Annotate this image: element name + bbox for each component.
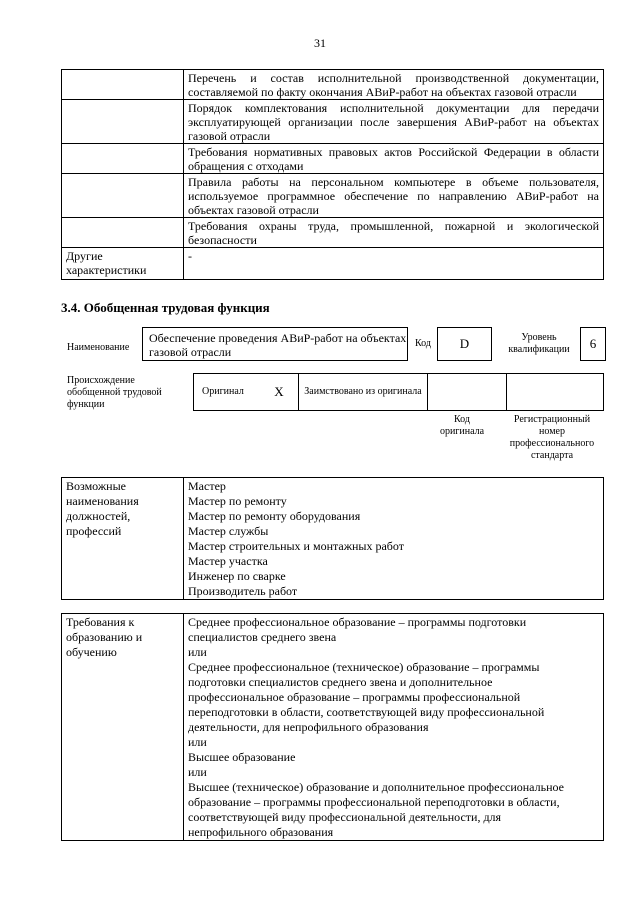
page-number: 31 [314, 36, 326, 50]
education-line: соответствующей виду профессиональной деятельности, для [188, 810, 502, 824]
code-label: Код [415, 338, 431, 349]
other-characteristics-label: Другие характеристики [62, 248, 184, 280]
registration-number-caption: Регистрационный номер профессионального стандарта [509, 414, 595, 461]
list-item: Мастер строительных и монтажных работ [188, 539, 404, 553]
code-box [437, 327, 492, 361]
origin-label: Происхождение обобщенной трудовой функции [67, 375, 162, 410]
table-row [62, 614, 604, 841]
list-item: Инженер по сварке [188, 569, 286, 583]
table-cell-label [62, 70, 184, 100]
education-line: Высшее образование [188, 750, 296, 764]
table-row [62, 144, 604, 174]
original-label: Оригинал [194, 374, 261, 411]
table-row [62, 478, 604, 600]
education-line: образование – программы профессиональной переподготовки в области, [188, 795, 560, 809]
code-value: D [459, 336, 470, 351]
list-item: Мастер [188, 479, 226, 493]
education-line: или [188, 645, 207, 659]
table-row [194, 374, 604, 411]
positions-table [61, 477, 604, 600]
original-mark: X [260, 374, 299, 411]
table-row [62, 100, 604, 144]
list-item: Мастер участка [188, 554, 268, 568]
list-item: Мастер по ремонту [188, 494, 287, 508]
education-label: Требования к образованию и обучению [62, 614, 184, 841]
table-cell-text: Правила работы на персональном компьютере в объеме пользователя, используемое программное обеспечение по направлению АВиР-работ на объектах газовой отрасли [184, 174, 604, 218]
level-label: Уровень квалификации [508, 332, 570, 355]
level-box [580, 327, 606, 361]
table-row [62, 174, 604, 218]
registration-number-cell [507, 374, 604, 411]
education-line: Среднее профессиональное (техническое) образование – программы [188, 660, 540, 674]
borrowed-label: Заимствовано из оригинала [299, 374, 428, 411]
education-line: Среднее профессиональное образование – программы подготовки [188, 615, 527, 629]
table-cell-label [62, 144, 184, 174]
original-code-caption: Код оригинала [439, 414, 485, 437]
origin-table [193, 373, 604, 411]
list-item: Производитель работ [188, 584, 298, 598]
list-item: Мастер службы [188, 524, 269, 538]
name-value: Обеспечение проведения АВиР-работ на объектах газовой отрасли [149, 331, 407, 359]
education-line: непрофильного образования [188, 825, 334, 839]
table-row [62, 218, 604, 248]
name-label: Наименование [67, 342, 130, 353]
other-characteristics-value: - [184, 248, 604, 280]
education-line: или [188, 765, 207, 779]
table-cell-text: Перечень и состав исполнительной производственной документации, составляемой по факту окончания АВиР-работ на объектах газовой отрасли [184, 70, 604, 100]
table-cell-text: Порядок комплектования исполнительной документации для передачи эксплуатирующей организации после завершения АВиР-работ на объектах газовой отрасли [184, 100, 604, 144]
positions-label: Возможные наименования должностей, профессий [62, 478, 184, 600]
education-line: подготовки специалистов среднего звена и дополнительное [188, 675, 493, 689]
table-cell-text: Требования нормативных правовых актов Российской Федерации в области обращения с отходами [184, 144, 604, 174]
table-row [62, 248, 604, 280]
table-cell-label [62, 100, 184, 144]
section-title: 3.4. Обобщенная трудовая функция [61, 300, 270, 315]
education-table [61, 613, 604, 841]
table-row [62, 70, 604, 100]
education-line: переподготовки в области, соответствующей виду профессиональной [188, 705, 545, 719]
name-box [142, 327, 408, 361]
education-line: деятельности, для непрофильного образования [188, 720, 429, 734]
education-line: или [188, 735, 207, 749]
original-code-cell [428, 374, 507, 411]
education-text [184, 614, 604, 841]
table-cell-label [62, 174, 184, 218]
education-line: Высшее (техническое) образование и дополнительное профессиональное [188, 780, 564, 794]
education-line: профессиональное образование – программы профессиональной [188, 690, 521, 704]
knowledge-table [61, 69, 604, 280]
table-cell-label [62, 218, 184, 248]
level-value: 6 [589, 336, 597, 351]
list-item: Мастер по ремонту оборудования [188, 509, 361, 523]
table-cell-text: Требования охраны труда, промышленной, пожарной и экологической безопасности [184, 218, 604, 248]
education-line: специалистов среднего звена [188, 630, 337, 644]
positions-list [184, 478, 604, 600]
